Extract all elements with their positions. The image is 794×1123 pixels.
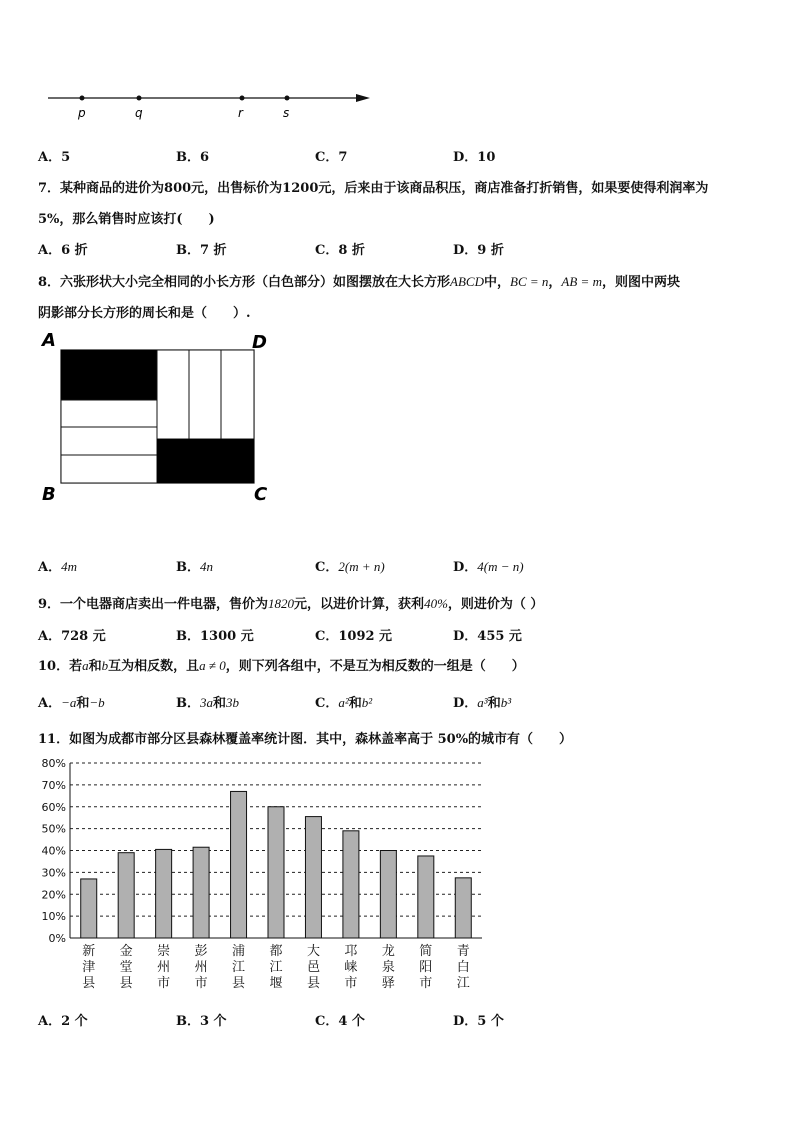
q11-option-d[interactable]: D．5 个 (453, 1014, 504, 1029)
y-tick-label: 0% (48, 932, 66, 945)
q10-option-d[interactable]: D．a³和b³ (453, 695, 512, 711)
x-tick-label: 邛 (344, 944, 358, 959)
q6-option-a[interactable]: A．5 (38, 150, 71, 165)
x-tick-label: 县 (232, 976, 246, 991)
x-tick-label: 州 (157, 960, 171, 975)
q10-stem: 10．若a和b互为相反数，且a ≠ 0，则下列各组中，不是互为相反数的一组是（ ） (38, 658, 525, 674)
bar-都江堰 (268, 807, 284, 938)
x-tick-label: 新 (82, 944, 96, 959)
y-tick-label: 20% (41, 888, 66, 902)
x-tick-label: 江 (269, 960, 283, 975)
q7-option-a[interactable]: A．6 折 (38, 243, 88, 258)
x-tick-label: 市 (194, 976, 208, 991)
x-tick-label: 江 (456, 976, 470, 991)
label-p: p (78, 106, 86, 120)
shaded-rect-top (61, 350, 157, 400)
y-tick-label: 80% (41, 757, 66, 770)
q9-option-a[interactable]: A．728 元 (38, 629, 106, 644)
q7-option-c[interactable]: C．8 折 (315, 243, 365, 258)
x-tick-label: 堰 (269, 976, 283, 991)
y-tick-label: 10% (41, 910, 66, 924)
x-tick-label: 驿 (381, 976, 395, 991)
q8-option-c[interactable]: C．2(m + n) (315, 559, 385, 575)
bar-崇州市 (156, 849, 172, 938)
q8-option-d[interactable]: D．4(m − n) (453, 559, 524, 575)
label-B: B (42, 484, 56, 505)
q7-option-d[interactable]: D．9 折 (453, 243, 504, 258)
bar-龙泉驿 (380, 851, 396, 939)
x-tick-label: 简 (419, 944, 433, 959)
x-tick-label: 邑 (306, 960, 320, 975)
x-tick-label: 津 (82, 960, 96, 975)
y-tick-label: 40% (41, 844, 66, 858)
q7-line1: 7．某种商品的进价为800元，出售标价为1200元，后来由于该商品积压，商店准备打折销售，如果要使得利润率为 (38, 181, 709, 196)
bar-彭州市 (193, 847, 209, 938)
point-s (285, 96, 290, 101)
x-tick-label: 浦 (232, 944, 246, 959)
x-tick-label: 泉 (381, 960, 395, 975)
q8-line1: 8．六张形状大小完全相同的小长方形（白色部分）如图摆放在大长方形ABCD中，BC = n，AB = m，则图中两块 (38, 274, 680, 290)
x-tick-label: 市 (344, 976, 358, 991)
q10-option-a[interactable]: A．−a和−b (38, 695, 105, 711)
x-tick-label: 都 (269, 944, 283, 959)
y-tick-label: 70% (41, 778, 66, 792)
label-s: s (283, 106, 290, 120)
label-C: C (254, 484, 268, 505)
q9-option-d[interactable]: D．455 元 (453, 629, 522, 644)
q10-option-c[interactable]: C．a²和b² (315, 695, 373, 711)
label-D: D (252, 332, 267, 353)
number-line (40, 85, 380, 130)
q9-option-c[interactable]: C．1092 元 (315, 629, 393, 644)
q7-option-b[interactable]: B．7 折 (176, 243, 227, 258)
x-tick-label: 县 (82, 976, 96, 991)
x-tick-label: 大 (306, 944, 320, 959)
bar-简阳市 (418, 856, 434, 938)
q11-stem: 11．如图为成都市部分区县森林覆盖率统计图．其中，森林盖率高于 50%的城市有（ ） (38, 732, 573, 747)
q6-option-d[interactable]: D．10 (453, 150, 496, 165)
bar-青白江 (455, 878, 471, 938)
q11-option-b[interactable]: B．3 个 (176, 1014, 227, 1029)
x-tick-label: 市 (157, 976, 171, 991)
x-tick-label: 州 (194, 960, 208, 975)
q11-option-a[interactable]: A．2 个 (38, 1014, 88, 1029)
bar-邛崃市 (343, 831, 359, 938)
point-q (137, 96, 142, 101)
y-tick-label: 60% (41, 800, 66, 814)
x-tick-label: 堂 (119, 960, 133, 975)
bar-大邑县 (305, 817, 321, 938)
x-tick-label: 县 (119, 976, 133, 991)
label-A: A (42, 330, 56, 351)
q8-option-a[interactable]: A．4m (38, 559, 77, 575)
bar-新津县 (81, 879, 97, 938)
x-tick-label: 龙 (381, 944, 395, 959)
x-tick-label: 阳 (419, 960, 433, 975)
q9-option-b[interactable]: B．1300 元 (176, 629, 254, 644)
q11-option-c[interactable]: C．4 个 (315, 1014, 365, 1029)
forest-coverage-chart (30, 752, 500, 1002)
x-tick-label: 崇 (157, 944, 171, 959)
x-tick-label: 市 (419, 976, 433, 991)
q10-option-b[interactable]: B．3a和3b (176, 695, 240, 711)
bar-金堂县 (118, 853, 134, 938)
q8-figure (38, 328, 278, 508)
q8-option-b[interactable]: B．4n (176, 559, 213, 575)
point-r (240, 96, 245, 101)
y-tick-label: 50% (41, 822, 66, 836)
q7-line2: 5%，那么销售时应该打( ) (38, 212, 215, 227)
point-p (80, 96, 85, 101)
q6-option-c[interactable]: C．7 (315, 150, 348, 165)
x-tick-label: 崃 (344, 960, 358, 975)
y-tick-label: 30% (41, 866, 66, 880)
q6-option-b[interactable]: B．6 (176, 150, 210, 165)
x-tick-label: 县 (306, 976, 320, 991)
label-q: q (135, 106, 143, 120)
q9-stem: 9．一个电器商店卖出一件电器，售价为1820元，以进价计算，获利40%，则进价为（ ） (38, 596, 544, 612)
shaded-rect-bottom (157, 439, 254, 483)
q8-line2: 阴影部分长方形的周长和是（ ）. (38, 306, 251, 321)
x-tick-label: 青 (456, 944, 470, 959)
bar-浦江县 (231, 791, 247, 938)
x-tick-label: 白 (456, 960, 470, 975)
x-tick-label: 金 (119, 944, 133, 959)
x-tick-label: 江 (232, 960, 246, 975)
label-r: r (238, 106, 243, 120)
x-tick-label: 彭 (194, 944, 208, 959)
